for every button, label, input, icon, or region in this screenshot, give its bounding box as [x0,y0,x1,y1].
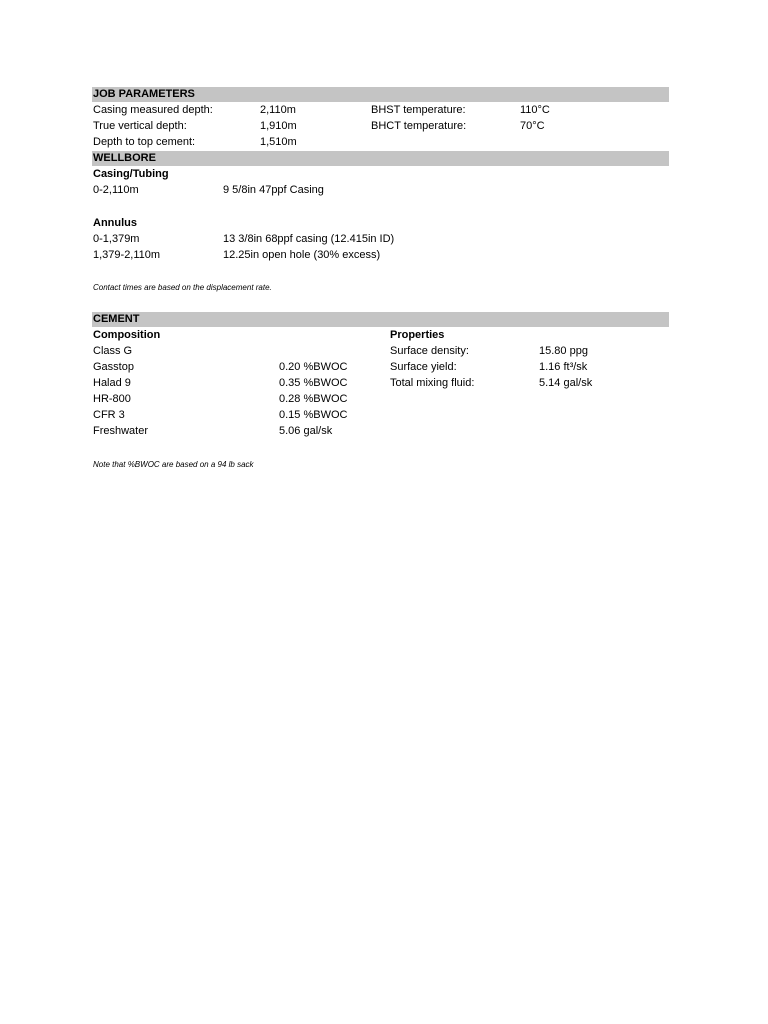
composition-item-name: Class G [93,345,133,357]
composition-item-name: HR-800 [93,393,131,405]
annulus-range-2: 1,379-2,110m [93,249,161,261]
composition-item-value: 0.20 %BWOC [279,361,348,373]
annulus-description-2: 12.25in open hole (30% excess) [223,249,381,261]
true-vertical-depth-label: True vertical depth: [93,120,187,132]
casing-measured-depth-label: Casing measured depth: [93,104,213,116]
composition-item-name: Halad 9 [93,377,131,389]
bhst-temperature-value: 110°C [520,104,550,116]
casing-tubing-title: Casing/Tubing [93,168,169,180]
composition-item-value: 5.06 gal/sk [279,425,333,437]
composition-item-name: Gasstop [93,361,134,373]
depth-to-top-cement-value: 1,510m [260,136,297,148]
casing-range: 0-2,110m [93,184,139,196]
annulus-title: Annulus [93,217,137,229]
bhct-temperature-value: 70°C [520,120,545,132]
annulus-range-1: 0-1,379m [93,233,140,245]
cement-header: CEMENT [93,313,140,325]
properties-title: Properties [390,329,445,341]
total-mixing-fluid-label: Total mixing fluid: [390,377,475,389]
annulus-description-1: 13 3/8in 68ppf casing (12.415in ID) [223,233,395,245]
bhst-temperature-label: BHST temperature: [371,104,466,116]
casing-description: 9 5/8in 47ppf Casing [223,184,324,196]
depth-to-top-cement-label: Depth to top cement: [93,136,196,148]
casing-measured-depth-value: 2,110m [260,104,296,116]
composition-item-name: Freshwater [93,425,149,437]
true-vertical-depth-value: 1,910m [260,120,297,132]
composition-item-value: 0.35 %BWOC [279,377,348,389]
surface-density-value: 15.80 ppg [539,345,588,357]
composition-item-value: 0.15 %BWOC [279,409,348,421]
composition-item-name: CFR 3 [93,409,125,421]
wellbore-header-band [92,151,669,166]
contact-times-note: Contact times are based on the displacement rate. [93,283,272,292]
surface-yield-value: 1.16 ft³/sk [539,361,588,373]
cement-header-band [92,312,669,327]
composition-title: Composition [93,329,161,341]
bwoc-note: Note that %BWOC are based on a 94 lb sack [93,460,254,469]
total-mixing-fluid-value: 5.14 gal/sk [539,377,593,389]
job-parameters-header: JOB PARAMETERS [93,88,195,100]
composition-item-value: 0.28 %BWOC [279,393,348,405]
bhct-temperature-label: BHCT temperature: [371,120,467,132]
surface-yield-label: Surface yield: [390,361,457,373]
wellbore-header: WELLBORE [93,152,156,164]
surface-density-label: Surface density: [390,345,469,357]
